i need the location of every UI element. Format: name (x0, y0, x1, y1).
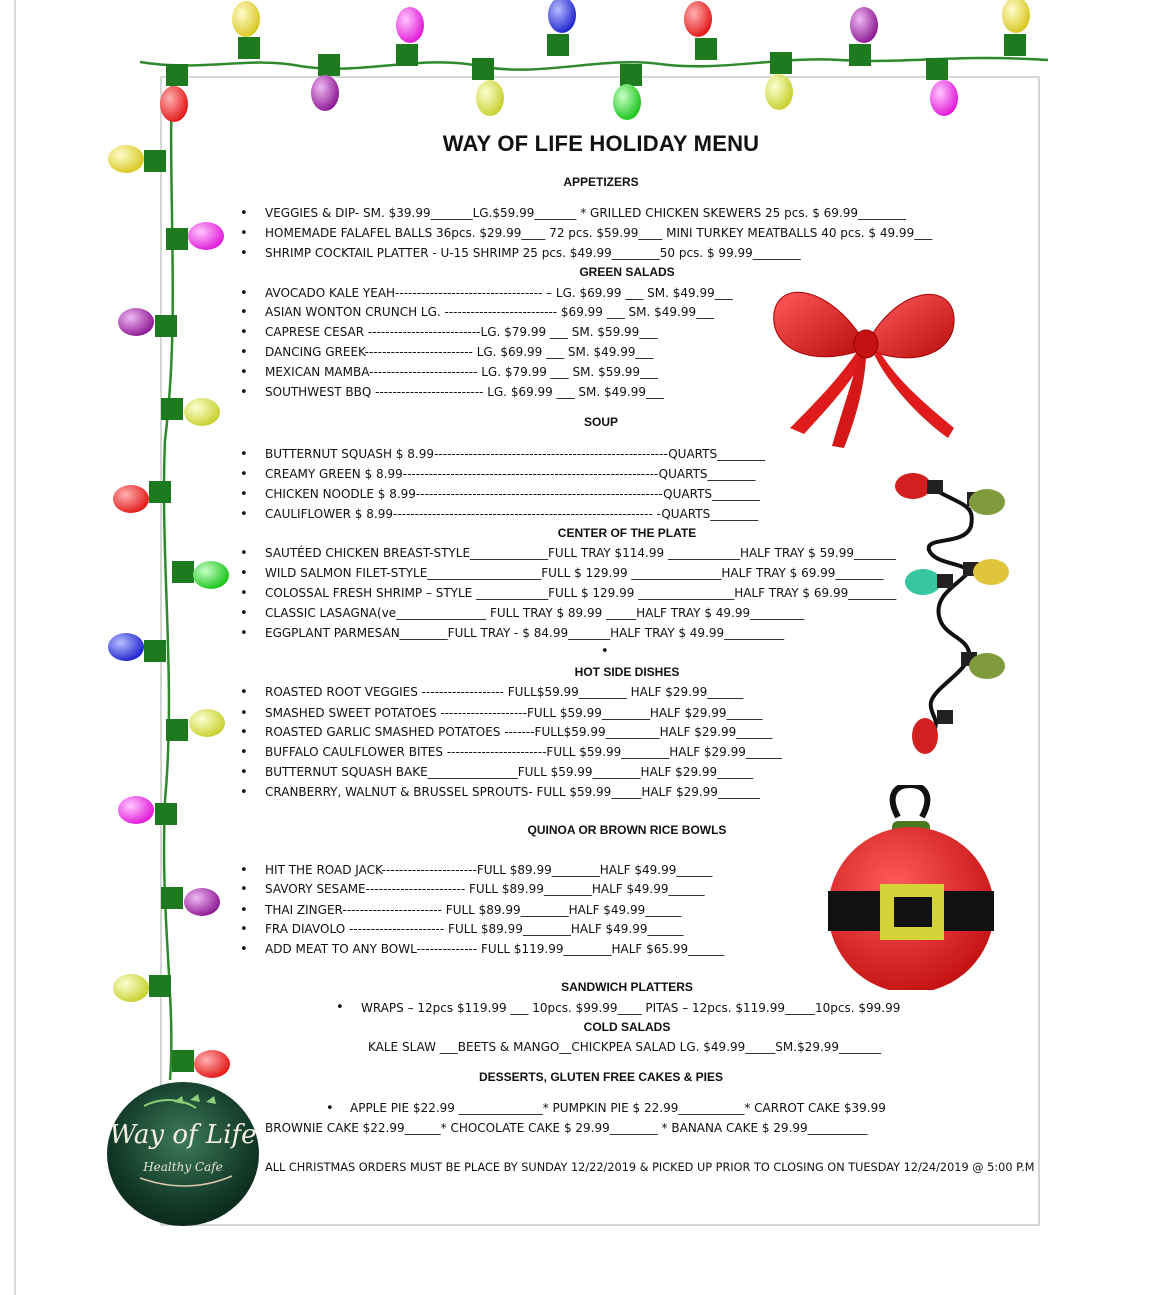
menu-item: • CREAMY GREEN $ 8.99-----------------------------------------------------------QUARTS________ (265, 467, 756, 481)
menu-item: • HOMEMADE FALAFEL BALLS 36pcs. $29.99____ 72 pcs. $59.99____ MINI TURKEY MEATBALLS 40 pcs. $ 49.99___ (265, 226, 932, 240)
santa-ornament-icon (826, 785, 1001, 990)
cafe-logo (104, 1078, 262, 1230)
section-heading-green-salads: GREEN SALADS (579, 265, 675, 279)
page-edge-rule (14, 0, 16, 1295)
sandwich-line: WRAPS – 12pcs $119.99 ___ 10pcs. $99.99____ PITAS – 12pcs. $119.99_____10pcs. $99.99 (361, 1001, 901, 1015)
bullet: • (326, 1101, 334, 1116)
menu-item: • SAUTÉED CHICKEN BREAST-STYLE_____________FULL TRAY $114.99 ____________HALF TRAY $ 59.99_______ (265, 546, 896, 560)
menu-item: • THAI ZINGER----------------------- FULL $89.99________HALF $49.99______ (265, 903, 681, 917)
section-heading-sandwich: SANDWICH PLATTERS (561, 980, 693, 994)
menu-item: • DANCING GREEK------------------------- LG. $69.99 ___ SM. $49.99___ (265, 345, 654, 359)
logo-name: Way of Life (109, 1120, 257, 1150)
cold-salads-line: KALE SLAW ___BEETS & MANGO__CHICKPEA SALAD LG. $49.99_____SM.$29.99_______ (368, 1040, 882, 1054)
menu-item: • SHRIMP COCKTAIL PLATTER - U-15 SHRIMP 25 pcs. $49.99________50 pcs. $ 99.99________ (265, 246, 801, 260)
logo-badge-icon (104, 1078, 262, 1230)
menu-item: • BUTTERNUT SQUASH $ 8.99------------------------------------------------------QUARTS________ (265, 447, 765, 461)
bullet: • (336, 1000, 344, 1015)
menu-item: • CAULIFLOWER $ 8.99------------------------------------------------------------ -QUARTS________ (265, 507, 758, 521)
light-string-icon (895, 466, 1015, 756)
menu-item: • BUTTERNUT SQUASH BAKE_______________FULL $59.99________HALF $29.99______ (265, 765, 753, 779)
menu-item: • CAPRESE CESAR --------------------------LG. $79.99 ___ SM. $59.99___ (265, 325, 657, 339)
menu-item: • CLASSIC LASAGNA(ve_______________ FULL TRAY $ 89.99 _____HALF TRAY $ 49.99_________ (265, 606, 804, 620)
menu-item: • ROASTED GARLIC SMASHED POTATOES -------FULL$59.99_________HALF $29.99______ (265, 725, 772, 739)
section-heading-center-plate: CENTER OF THE PLATE (557, 526, 697, 540)
stray-bullet: • (601, 644, 609, 659)
section-heading-hot-sides: HOT SIDE DISHES (574, 665, 680, 679)
section-heading-appetizers: APPETIZERS (563, 175, 639, 189)
menu-item: • FRA DIAVOLO ---------------------- FULL $89.99________HALF $49.99______ (265, 922, 684, 936)
logo-subtitle: Healthy Cafe (143, 1160, 223, 1174)
section-heading-desserts: DESSERTS, GLUTEN FREE CAKES & PIES (478, 1070, 724, 1084)
menu-title: WAY OF LIFE HOLIDAY MENU (442, 131, 760, 156)
menu-item: • WILD SALMON FILET-STYLE___________________FULL $ 129.99 _______________HALF TRAY $ 69.99________ (265, 566, 883, 580)
menu-item: • HIT THE ROAD JACK----------------------FULL $89.99________HALF $49.99______ (265, 863, 712, 877)
menu-item: • VEGGIES & DIP- SM. $39.99_______LG.$59.99_______ * GRILLED CHICKEN SKEWERS 25 pcs. $ 69.99________ (265, 206, 906, 220)
section-heading-bowls: QUINOA OR BROWN RICE BOWLS (527, 823, 727, 837)
desserts-line-2: BROWNIE CAKE $22.99______* CHOCOLATE CAKE $ 29.99________ * BANANA CAKE $ 29.99__________ (265, 1121, 868, 1135)
menu-item: • COLOSSAL FRESH SHRIMP – STYLE ____________FULL $ 129.99 ________________HALF TRAY $ 69.99________ (265, 586, 896, 600)
menu-item: • SMASHED SWEET POTATOES --------------------FULL $59.99________HALF $29.99______ (265, 706, 762, 720)
red-bow-icon (770, 278, 960, 453)
order-deadline-note: ALL CHRISTMAS ORDERS MUST BE PLACE BY SUNDAY 12/22/2019 & PICKED UP PRIOR TO CLOSING ON TUESDAY 12/24/2019 @ 5:00 P.M (265, 1161, 1035, 1174)
section-heading-soup: SOUP (583, 415, 619, 429)
menu-item: • BUFFALO CAULFLOWER BITES -----------------------FULL $59.99________HALF $29.99______ (265, 745, 782, 759)
menu-item: • EGGPLANT PARMESAN________FULL TRAY - $ 84.99_______HALF TRAY $ 49.99__________ (265, 626, 784, 640)
desserts-line-1: APPLE PIE $22.99 ______________* PUMPKIN PIE $ 22.99___________* CARROT CAKE $39.99 (350, 1101, 886, 1115)
menu-item: • MEXICAN MAMBA------------------------- LG. $79.99 ___ SM. $59.99___ (265, 365, 658, 379)
menu-item: • CHICKEN NOODLE $ 8.99---------------------------------------------------------QUARTS________ (265, 487, 760, 501)
section-heading-cold-salads: COLD SALADS (583, 1020, 671, 1034)
menu-item: • AVOCADO KALE YEAH---------------------------------- – LG. $69.99 ___ SM. $49.99___ (265, 286, 733, 300)
menu-item: • SOUTHWEST BBQ ------------------------- LG. $69.99 ___ SM. $49.99___ (265, 385, 664, 399)
menu-item: • CRANBERRY, WALNUT & BRUSSEL SPROUTS- FULL $59.99_____HALF $29.99_______ (265, 785, 760, 799)
menu-item: • SAVORY SESAME----------------------- FULL $89.99________HALF $49.99______ (265, 882, 705, 896)
menu-item: • ROASTED ROOT VEGGIES ------------------- FULL$59.99________ HALF $29.99______ (265, 685, 743, 699)
menu-item: • ASIAN WONTON CRUNCH LG. -------------------------- $69.99 ___ SM. $49.99___ (265, 305, 714, 319)
menu-item: • ADD MEAT TO ANY BOWL-------------- FULL $119.99________HALF $65.99______ (265, 942, 724, 956)
